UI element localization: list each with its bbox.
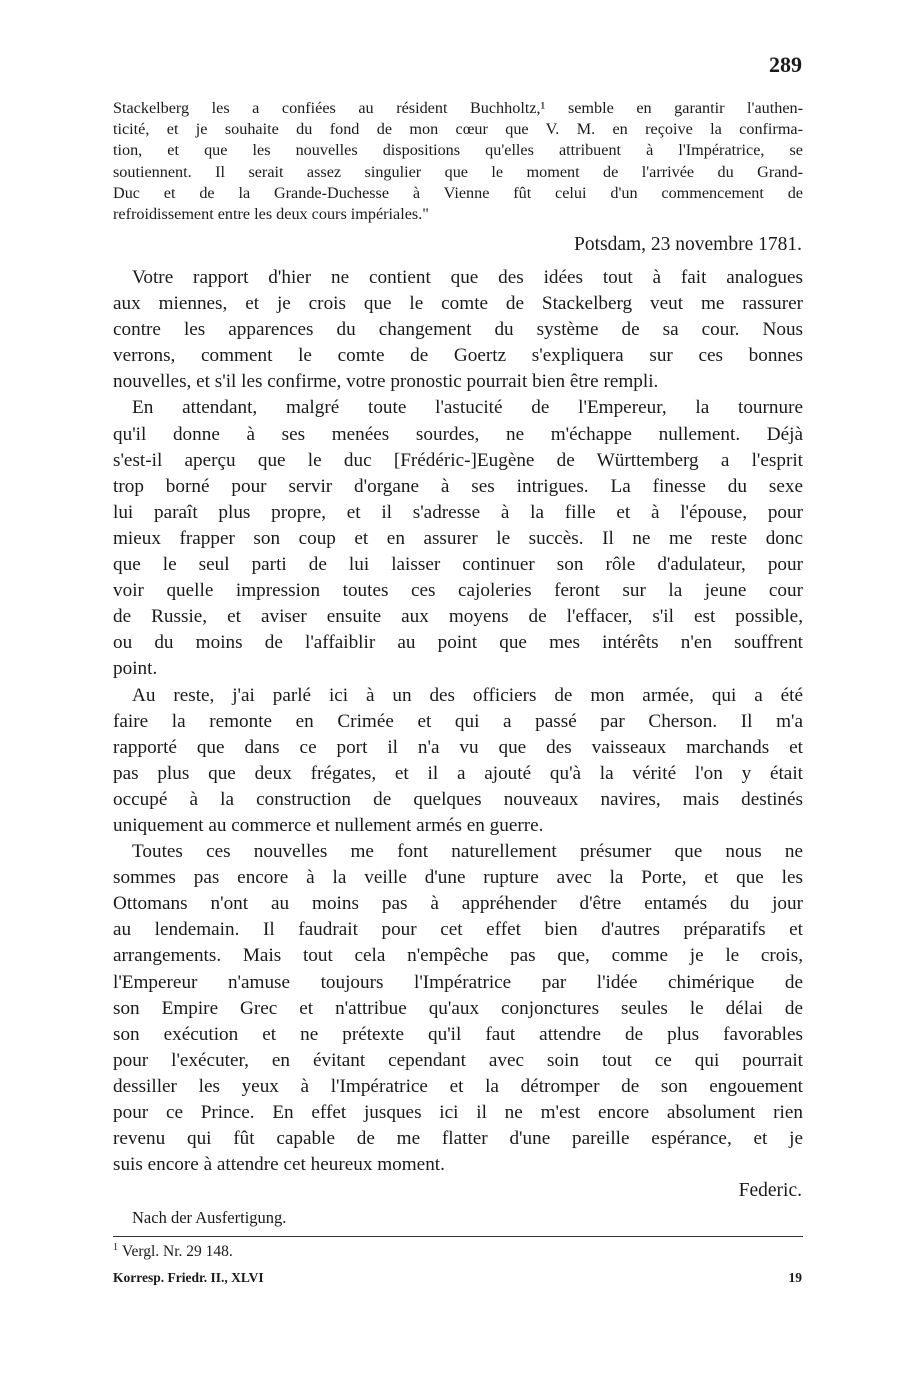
source-note: Nach der Ausfertigung.: [132, 1208, 287, 1227]
body-line: dessiller les yeux à l'Impératrice et la détromper de son engouement: [113, 1075, 803, 1097]
body-line: suis encore à attendre cet heureux moment.: [113, 1154, 445, 1176]
body-line: pas plus que deux frégates, et il a ajouté qu'à la vérité l'on y était: [113, 762, 803, 784]
body-line: mieux frapper son coup et en assurer le succès. Il ne me reste donc: [113, 527, 803, 549]
page-number: 289: [769, 52, 802, 77]
body-line: occupé à la construction de quelques nouveaux navires, mais destinés: [113, 788, 803, 810]
body-line: nouvelles, et s'il les confirme, votre pronostic pourrait bien être rempli.: [113, 371, 659, 393]
body-line: sommes pas encore à la veille d'une rupture avec la Porte, et que les: [113, 867, 803, 889]
body-line: de Russie, et aviser ensuite aux moyens de l'effacer, s'il est possible,: [113, 606, 803, 628]
body-line: son exécution et ne prétexte qu'il faut attendre de plus favorables: [113, 1023, 803, 1045]
body-line: qu'il donne à ses menées sourdes, ne m'échappe nullement. Déjà: [113, 423, 803, 445]
body-line: l'Empereur n'amuse toujours l'Impératrice par l'idée chimérique de: [113, 971, 803, 993]
body-line: au lendemain. Il faudrait pour cet effet bien d'autres préparatifs et: [113, 919, 803, 941]
quote-line: Stackelberg les a confiées au résident Buchholtz,¹ semble en garantir l'authen-: [113, 99, 803, 117]
body-line: ou du moins de l'affaiblir au point que mes intérêts n'en souffrent: [113, 632, 803, 654]
body-line: contre les apparences du changement du système de sa cour. Nous: [113, 319, 803, 341]
body-line: pour l'exécuter, en évitant cependant avec soin tout ce qui pourrait: [113, 1049, 803, 1071]
body-line: revenu qui fût capable de me flatter d'une pareille espérance, et je: [113, 1128, 803, 1150]
body-line: verrons, comment le comte de Goertz s'expliquera sur ces bonnes: [113, 345, 803, 367]
signature: Federic.: [738, 1180, 802, 1201]
body-line: faire la remonte en Crimée et qui a passé par Cherson. Il m'a: [113, 710, 803, 732]
quote-line: Duc et de la Grande-Duchesse à Vienne fût celui d'un commencement de: [113, 183, 803, 202]
footnote-divider: [113, 1236, 803, 1237]
sheet-signature: 19: [788, 1270, 802, 1285]
body-line: uniquement au commerce et nullement armés en guerre.: [113, 814, 544, 836]
body-line: rapporté que dans ce port il n'a vu que des vaisseaux marchands et: [113, 736, 803, 758]
letter-body: [113, 265, 803, 1178]
body-line: aux miennes, et je crois que le comte de Stackelberg veut me rassurer: [113, 293, 803, 315]
body-line: arrangements. Mais tout cela n'empêche pas que, comme je le crois,: [113, 945, 803, 967]
body-line: voir quelle impression toutes ces cajoleries feront sur la jeune cour: [113, 580, 803, 602]
running-foot: Korresp. Friedr. II., XLVI: [113, 1270, 264, 1285]
body-line: Ottomans n'ont au moins pas à appréhender d'être entamés du jour: [113, 893, 803, 915]
body-line: que le seul parti de lui laisser continuer son rôle d'adulateur, pour: [113, 554, 803, 576]
quote-line: tion, et que les nouvelles dispositions qu'elles attribuent à l'Impératrice, se: [113, 141, 803, 160]
footnote-text: Vergl. Nr. 29 148.: [122, 1243, 233, 1261]
body-line: trop borné pour servir d'organe à ses intrigues. La finesse du sexe: [113, 475, 803, 497]
body-line: Votre rapport d'hier ne contient que des idées tout à fait analogues: [132, 267, 803, 288]
quote-line: refroidissement entre les deux cours impériales.": [113, 205, 429, 224]
body-line: Au reste, j'ai parlé ici à un des officiers de mon armée, qui a été: [132, 684, 803, 706]
body-line: pour ce Prince. En effet jusques ici il ne m'est encore absolument rien: [113, 1102, 803, 1123]
body-line: s'est-il aperçu que le duc [Frédéric-]Eugène de Württemberg a l'esprit: [113, 449, 803, 471]
body-line: lui paraît plus propre, et il s'adresse à la fille et à l'épouse, pour: [113, 501, 803, 523]
body-line: En attendant, malgré toute l'astucité de l'Empereur, la tournure: [132, 397, 803, 419]
footnote-marker: 1: [113, 1242, 118, 1253]
body-line: Toutes ces nouvelles me font naturellement présumer que nous ne: [132, 841, 803, 863]
quote-line: soutiennent. Il serait assez singulier que le moment de l'arrivée du Grand-: [113, 162, 803, 181]
dateline: Potsdam, 23 novembre 1781.: [573, 234, 802, 255]
quote-line: ticité, et je souhaite du fond de mon cœur que V. M. en reçoive la confirma-: [113, 120, 803, 139]
body-line: son Empire Grec et n'attribue qu'aux conjonctures seules le délai de: [113, 997, 803, 1019]
body-line: point.: [113, 658, 158, 680]
quoted-report: [113, 98, 803, 225]
footnote: [113, 1242, 233, 1261]
